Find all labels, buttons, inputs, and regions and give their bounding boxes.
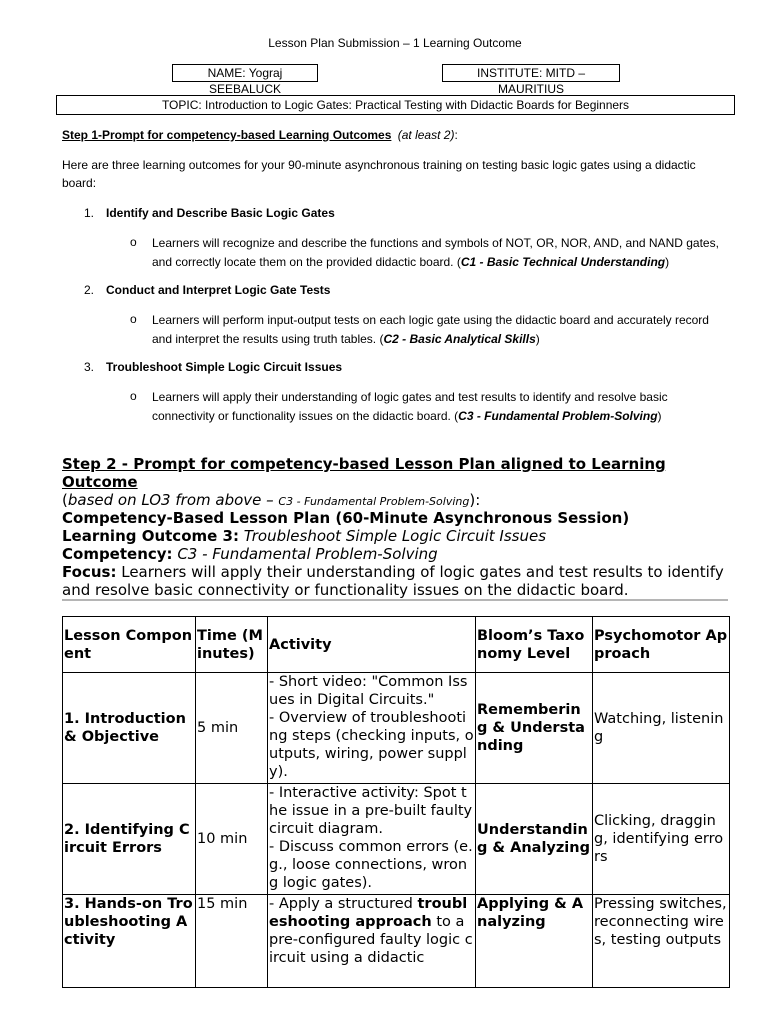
competency-line: [62, 545, 742, 563]
focus-label: Focus:: [62, 563, 117, 581]
row-1-time: 5 min: [196, 673, 268, 784]
learning-outcome-label: Learning Outcome 3:: [62, 527, 239, 545]
topic-field: TOPIC: Introduction to Logic Gates: Practical Testing with Didactic Boards for Beginners: [56, 95, 735, 115]
row-1-activity: [268, 673, 476, 784]
outcome-1-text: Learners will recognize and describe the functions and symbols of NOT, OR, NOR, AND, and NAND gates, and correctly locate them on the provided didactic board. (: [152, 236, 719, 269]
based-on-competency: C3 - Fundamental Problem-Solving: [278, 495, 470, 508]
row-2-activity-line-2: - Discuss common errors (e.g., loose connections, wrong logic gates).: [269, 839, 473, 891]
step1-colon: :: [454, 128, 458, 142]
header-lesson-component: Lesson Component: [63, 617, 196, 673]
row-1-psychomotor: Watching, listening: [593, 673, 730, 784]
institute-field: INSTITUTE: MITD – MAURITIUS: [442, 64, 620, 82]
step2-heading: Step 2 - Prompt for competency-based Lesson Plan aligned to Learning Outcome: [62, 455, 666, 491]
row-1-activity-line-2: - Overview of troubleshooting steps (checking inputs, outputs, wiring, power supply).: [269, 710, 474, 780]
outcome-3-text: Learners will apply their understanding of logic gates and test results to identify and resolve basic connectivity or functionality issues on the didactic board. (: [152, 390, 668, 423]
table-row: [63, 673, 730, 784]
step2-based-on: [62, 491, 742, 511]
row-1-component: 1. Introduction & Objective: [63, 673, 196, 784]
step1-intro: Here are three learning outcomes for your 90-minute asynchronous training on testing basic logic gates using a didactic board:: [62, 158, 696, 190]
outcome-3-description: [152, 388, 732, 426]
outcome-2-title: [84, 283, 330, 297]
table-row: [63, 895, 730, 988]
outcome-1-title-text: Identify and Describe Basic Logic Gates: [106, 206, 335, 220]
learning-outcome-line: [62, 527, 742, 545]
row-2-activity-line-1: - Interactive activity: Spot the issue in a pre-built faulty circuit diagram.: [269, 785, 473, 837]
learning-outcome-value: Troubleshoot Simple Logic Circuit Issues: [238, 527, 547, 545]
row-2-component: 2. Identifying Circuit Errors: [63, 784, 196, 895]
document-title: Lesson Plan Submission – 1 Learning Outcome: [268, 36, 522, 50]
lesson-plan-table: [62, 616, 730, 988]
table-header-row: [63, 617, 730, 673]
row-2-activity: [268, 784, 476, 895]
outcome-3-close: ): [657, 409, 662, 423]
outcome-2-bullet: o: [130, 312, 137, 326]
header-psychomotor: Psychomotor Approach: [593, 617, 730, 673]
row-1-activity-line-1: - Short video: "Common Issues in Digital Circuits.": [269, 674, 468, 708]
outcome-2-number: 2.: [84, 283, 95, 297]
section-divider: [62, 599, 728, 601]
based-on-text: based on LO3 from above –: [67, 491, 279, 509]
row-3-activity-pre: - Apply a structured: [269, 896, 418, 912]
outcome-1-title: [84, 206, 335, 220]
outcome-1-close: ): [665, 255, 670, 269]
row-3-activity-bold: troubleshooting approach: [269, 896, 468, 930]
outcome-2-competency: C2 - Basic Analytical Skills: [383, 332, 536, 346]
header-time: Time (Minutes): [196, 617, 268, 673]
step1-heading-text: Step 1-Prompt for competency-based Learning Outcomes: [62, 128, 392, 142]
row-3-component: 3. Hands-on Troubleshooting Activity: [63, 895, 196, 988]
based-close: ):: [469, 491, 481, 509]
row-3-activity-post: to a pre-configured faulty logic circuit using a didactic: [269, 914, 473, 966]
row-1-bloom: Remembering & Understanding: [476, 673, 593, 784]
name-field: NAME: Yograj SEEBALUCK: [172, 64, 318, 82]
step1-heading: [62, 128, 458, 142]
based-open: (: [62, 491, 68, 509]
row-3-activity: [268, 895, 476, 988]
outcome-1-number: 1.: [84, 206, 95, 220]
outcome-2-title-text: Conduct and Interpret Logic Gate Tests: [106, 283, 331, 297]
row-3-bloom: Applying & Analyzing: [476, 895, 593, 988]
row-2-bloom: Understanding & Analyzing: [476, 784, 593, 895]
competency-label: Competency:: [62, 545, 173, 563]
lesson-plan-title: Competency-Based Lesson Plan (60-Minute Asynchronous Session): [62, 509, 630, 527]
outcome-3-competency: C3 - Fundamental Problem-Solving: [458, 409, 658, 423]
outcome-3-title: [84, 360, 342, 374]
focus-value: Learners will apply their understanding of logic gates and test results to identify and resolve basic connectivity or functionality issues on the didactic board.: [62, 563, 724, 599]
outcome-3-number: 3.: [84, 360, 95, 374]
step1-qualifier: (at least 2): [397, 128, 455, 142]
competency-value: C3 - Fundamental Problem-Solving: [172, 545, 438, 563]
header-blooms-level: Bloom’s Taxonomy Level: [476, 617, 593, 673]
outcome-2-close: ): [535, 332, 540, 346]
row-3-psychomotor: Pressing switches, reconnecting wires, testing outputs: [593, 895, 730, 988]
outcome-3-bullet: o: [130, 389, 137, 403]
row-3-time: 15 min: [196, 895, 268, 988]
outcome-1-bullet: o: [130, 235, 137, 249]
header-activity: Activity: [268, 617, 476, 673]
row-2-psychomotor: Clicking, dragging, identifying errors: [593, 784, 730, 895]
outcome-2-description: [152, 311, 732, 349]
table-row: [63, 784, 730, 895]
outcome-1-description: [152, 234, 732, 272]
outcome-3-title-text: Troubleshoot Simple Logic Circuit Issues: [106, 360, 343, 374]
row-2-time: 10 min: [196, 784, 268, 895]
focus-line: [62, 563, 742, 599]
outcome-2-text: Learners will perform input-output tests on each logic gate using the didactic board and accurately record and interpret the results using truth tables. (: [152, 313, 709, 346]
outcome-1-competency: C1 - Basic Technical Understanding: [460, 255, 666, 269]
